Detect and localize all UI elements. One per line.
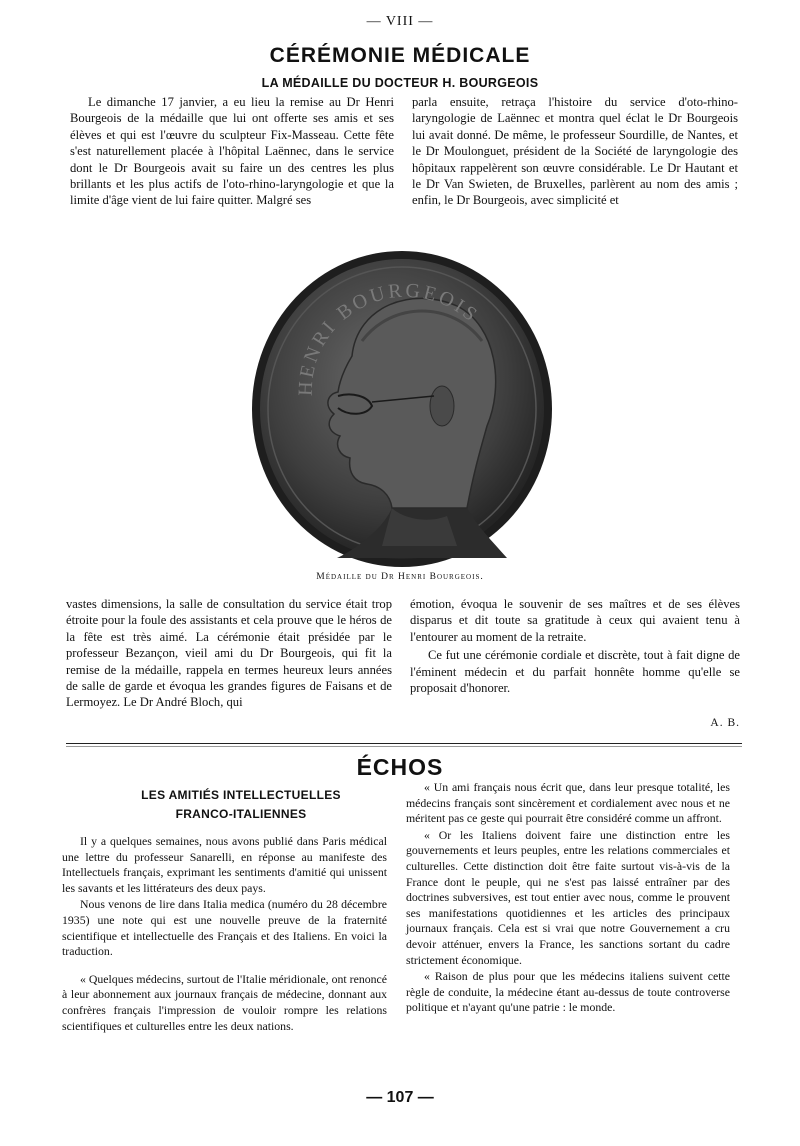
medal-inscription: HENRI BOURGEOIS <box>294 279 484 397</box>
echos-heading-line1: LES AMITIÉS INTELLECTUELLES <box>141 788 341 802</box>
article-column-left-top <box>70 94 394 209</box>
divider <box>66 746 742 747</box>
article-column-right-bottom <box>410 596 740 696</box>
article-column-left-bottom <box>66 596 392 711</box>
article-signature: A. B. <box>710 717 740 729</box>
paragraph: émotion, évoqua le souvenir de ses maîtres et de ses élèves disparus et dit toute sa gratitude à ceux qui avaient tenu à l'entourer au moment de la retraite. <box>410 597 740 644</box>
article-subtitle: LA MÉDAILLE DU DOCTEUR H. BOURGEOIS <box>261 76 539 90</box>
article-column-right-top <box>412 94 738 209</box>
page-number: — 107 — <box>366 1089 434 1106</box>
paragraph: Ce fut une cérémonie cordiale et discrète, tout à fait digne de l'éminent médecin et du parfait honnête homme qu'elle se proposait d'honorer. <box>410 648 740 696</box>
echos-title: ÉCHOS <box>356 754 444 780</box>
medal-caption: Médaille du Dr Henri Bourgeois. <box>316 572 484 582</box>
paragraph: « Un ami français nous écrit que, dans leur presque totalité, les médecins français sont sincèrement et cordialement avec nous et ne méritent pas ce geste qui pourrait être considéré comme un affront. <box>406 780 730 826</box>
divider <box>66 743 742 744</box>
paragraph: Nous venons de lire dans Italia medica (numéro du 28 décembre 1935) une note qui est une nouvelle preuve de la fraternité scientifique et intellectuelle des Français et des Italiens. En voici la traduction. <box>62 897 387 959</box>
paragraph: « Raison de plus pour que les médecins italiens suivent cette règle de conduite, la médecine étant au-dessus de toute controverse politique et n'ayant qu'une patrie : le monde. <box>406 969 730 1015</box>
echos-column-left <box>62 834 387 1034</box>
paragraph: « Quelques médecins, surtout de l'Italie méridionale, ont renoncé à leur abonnement aux journaux français de médecine, donnant aux confrères français l'impression de vouloir rompre les relations scientifiques et culturelles entre les deux nations. <box>62 971 387 1033</box>
paragraph: parla ensuite, retraça l'histoire du service d'oto-rhino-laryngologie de Laënnec et montra quel éclat le Dr Bourgeois lui avait donné. De même, le professeur Sourdille, de Nantes, et le Dr Moulonguet, président de la Société de laryngologie des hôpitaux rappelèrent son œuvre considérable. Le Dr Hautant et le Dr Van Swieten, de Bruxelles, parlèrent au nom des amis ; enfin, le Dr Bourgeois, avec simplicité et <box>412 95 738 208</box>
paragraph: vastes dimensions, la salle de consultation du service était trop étroite pour la foule des assistants et cela prouve que le héros de la fête est très aimé. La cérémonie était présidée par le professeur Bezançon, vieil ami du Dr Bourgeois, qui fit la remise de la médaille, rappela en termes heureux leurs années de salle de garde et évoqua les grandes figures de Faisans et de Lermoyez. Le Dr André Bloch, qui <box>66 597 392 710</box>
paragraph: « Or les Italiens doivent faire une distinction entre les gouvernements et leurs peuples, entre les relations commerciales et culturelles. Cette distinction doit être faite surtout vis-à-vis de la France dont le peuple, qui ne s'est pas laissé entraîner par des doctrines subversives, est tout entier avec nous, comme le prouvent ses manifestations quotidiennes et les articles des principaux journaux français. Cela est si vrai que notre Gouvernement a cru devoir atténuer, envers la France, les sanctions sortant du cadre strictement économique. <box>406 827 730 967</box>
medal-portrait-icon <box>242 246 562 576</box>
article-title: CÉRÉMONIE MÉDICALE <box>269 44 531 67</box>
echos-column-right <box>406 780 730 1016</box>
medal-image <box>242 246 562 576</box>
paragraph: Il y a quelques semaines, nous avons publié dans Paris médical une lettre du professeur Sanarelli, en réponse au manifeste des Intellectuels français, exprimant les sentiments d'amitié qui unissent les savants et les littérateurs des deux pays. <box>62 834 387 895</box>
page-header-roman: — VIII — <box>366 14 434 29</box>
paragraph: Le dimanche 17 janvier, a eu lieu la remise au Dr Henri Bourgeois de la médaille que lui ont offerte ses amis et ses élèves et qui est l'œuvre du sculpteur Fix-Masseau. Cette fête s'est naturellement placée à l'hôpital Laënnec, dans le service dont le Dr Bourgeois avait su faire un des centres les plus brillants et les plus actifs de l'oto-rhino-laryngologie et que la limite d'âge vient de lui faire quitter. Malgré ses <box>70 95 394 208</box>
echos-heading-line2: FRANCO-ITALIENNES <box>175 807 307 821</box>
